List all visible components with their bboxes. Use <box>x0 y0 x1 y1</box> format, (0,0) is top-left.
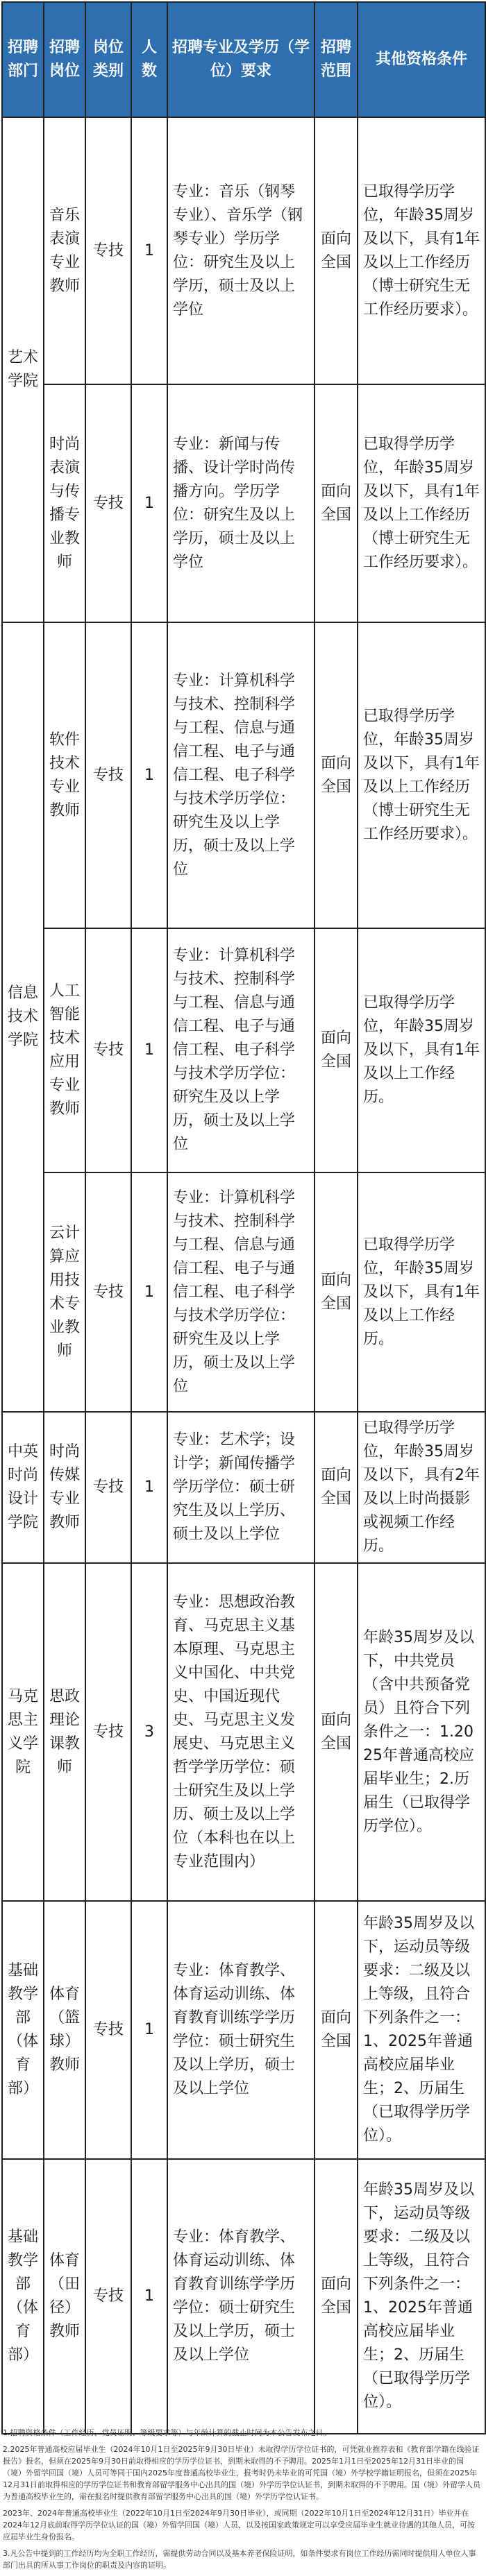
count-cell: 1 <box>131 384 167 622</box>
other-cell: 已取得学历学位，年龄35周岁及以下，具有1年及以上工作经历。 <box>358 1172 485 1412</box>
category-cell: 专技 <box>85 928 131 1172</box>
dept-cell: 基础教学部（体育部） <box>2 1901 44 2159</box>
other-cell: 已取得学历学位，年龄35周岁及以下，具有1年及以上工作经历（博士研究生无工作经历要求）。 <box>358 117 485 384</box>
dept-cell: 信息技术学院 <box>2 622 44 1412</box>
category-cell: 专技 <box>85 1172 131 1412</box>
table-row <box>2 384 485 622</box>
recruitment-table <box>1 1 486 2434</box>
header-category: 岗位类别 <box>85 2 131 117</box>
major-cell: 专业：思想政治教育、马克思主义基本原理、马克思主义中国化、中共党史、中国近现代史、马克思主义发展史、马克思主义哲学学历学位：硕士研究生及以上学历、硕士及以上学位（本科也在以上专业范围内） <box>167 1563 315 1901</box>
major-cell: 专业：计算机科学与技术、控制科学与工程、信息与通信工程、电子与通信工程、电子科学与技术学历学位：研究生及以上学历，硕士及以上学位 <box>167 1172 315 1412</box>
count-cell: 1 <box>131 928 167 1172</box>
footnote: 1.招聘资格条件（工作经历、党员证明、等级要求等）与年龄计算的截止时间为本公告发布之日。 <box>3 2428 331 2437</box>
position-cell: 体育（田径）教师 <box>44 2159 85 2434</box>
other-cell: 已取得学历学位，年龄35周岁及以下，具有1年及以上工作经历（博士研究生无工作经历要求）。 <box>358 384 485 622</box>
count-cell: 1 <box>131 1172 167 1412</box>
scope-cell: 面向全国 <box>315 117 358 384</box>
count-cell: 1 <box>131 1412 167 1563</box>
position-cell: 音乐表演专业教师 <box>44 117 85 384</box>
category-cell: 专技 <box>85 2159 131 2434</box>
dept-cell: 基础教学部（体育部） <box>2 2159 44 2434</box>
major-cell: 专业：体育教学、体育运动训练、体育教育训练学学历学位：硕士研究生及以上学历，硕士及以上学位 <box>167 2159 315 2434</box>
scope-cell: 面向全国 <box>315 622 358 928</box>
footnote: 2023年、2024年普通高校毕业生（2022年10月1日至2024年9月30日毕业），或同期（2022年10月1日至2024年12月31日）毕业并在2024年12月底前取得学历学位认证的国（境）外留学回国（境）人员，以及按国家政策规定可以享受应届毕业生就业待遇的其他人员，可按应届毕业生身份报名。 <box>3 2509 475 2541</box>
other-cell: 已取得学历学位，年龄35周岁及以下，具有1年及以上工作经历。 <box>358 928 485 1172</box>
position-cell: 时尚表演与传播专业教师 <box>44 384 85 622</box>
scope-cell: 面向全国 <box>315 2159 358 2434</box>
other-cell: 年龄35周岁及以下，运动员等级要求：二级及以上等级，且符合下列条件之一：1、2025年普通高校应届毕业生；2、历届生（已取得学历学位）。 <box>358 1901 485 2159</box>
count-cell: 1 <box>131 117 167 384</box>
table-row <box>2 2159 485 2434</box>
position-cell: 思政理论课教师 <box>44 1563 85 1901</box>
table-row <box>2 117 485 384</box>
scope-cell: 面向全国 <box>315 1172 358 1412</box>
other-cell: 已取得学历学位，年龄35周岁及以下，具有2年及以上时尚摄影或视频工作经历。 <box>358 1412 485 1563</box>
dept-cell: 马克思主义学院 <box>2 1563 44 1901</box>
table-row <box>2 928 485 1172</box>
table-row <box>2 1563 485 1901</box>
dept-cell: 艺术学院 <box>2 117 44 622</box>
scope-cell: 面向全国 <box>315 1412 358 1563</box>
header-scope: 招聘范围 <box>315 2 358 117</box>
header-major: 招聘专业及学历（学位）要求 <box>167 2 315 117</box>
header-other: 其他资格条件 <box>358 2 485 117</box>
scope-cell: 面向全国 <box>315 1901 358 2159</box>
footnote: 2.2025年普通高校应届毕业生（2024年10月1日至2025年9月30日毕业）未取得学历学位证书的，可凭就业推荐表和《教育部学籍在线验证报告》报名，但须在2025年9月30日前取得相应的学历学位证书，到期未取得的不予聘用。2025年1月1日至2025年12月31日毕业的国（境）外留学回国（境）人员可等同于国内2025年度普通高校毕业生，报考时仍未毕业的可凭国（境）外学校学籍证明报名，但须在2025年12月31日前取得相应的学历学位证书和教育部留学服务中心出具的国（境）外学历学位认证书，到期未取得的不予聘用。国（境）外留学人员为普通高校毕业生的，需在报名时提供教育部留学服务中心出具的国（境）外学历学位认证书。 <box>3 2445 480 2501</box>
count-cell: 1 <box>131 1901 167 2159</box>
footnote: 3.凡公告中提到的工作经历均为全职工作经历，需提供劳动合同以及基本养老保险证明，如条件要求有岗位工作经历需同时提供用人单位人事部门出具的所从事工作岗位的职责及内容的证明。 <box>3 2549 476 2570</box>
major-cell: 专业：艺术学；设计学；新闻传播学学历学位：硕士研究生及以上学历、硕士及以上学位 <box>167 1412 315 1563</box>
header-count: 人数 <box>131 2 167 117</box>
dept-cell: 中英时尚设计学院 <box>2 1412 44 1563</box>
table-row <box>2 1172 485 1412</box>
table-row <box>2 622 485 928</box>
other-cell: 年龄35周岁及以下，运动员等级要求：二级及以上等级，且符合下列条件之一：1、2025年普通高校应届毕业生；2、历届生（已取得学历学位）。 <box>358 2159 485 2434</box>
major-cell: 专业：计算机科学与技术、控制科学与工程、信息与通信工程、电子与通信工程、电子科学与技术学历学位：研究生及以上学历，硕士及以上学位 <box>167 622 315 928</box>
count-cell: 3 <box>131 1563 167 1901</box>
table-row <box>2 1412 485 1563</box>
category-cell: 专技 <box>85 1901 131 2159</box>
table-header-row <box>2 2 485 117</box>
position-cell: 体育（篮球）教师 <box>44 1901 85 2159</box>
count-cell: 1 <box>131 622 167 928</box>
scope-cell: 面向全国 <box>315 384 358 622</box>
position-cell: 时尚传媒专业教师 <box>44 1412 85 1563</box>
header-position: 招聘岗位 <box>44 2 85 117</box>
scope-cell: 面向全国 <box>315 928 358 1172</box>
other-cell: 已取得学历学位，年龄35周岁及以下，具有1年及以上工作经历（博士研究生无工作经历要求）。 <box>358 622 485 928</box>
category-cell: 专技 <box>85 384 131 622</box>
major-cell: 专业：计算机科学与技术、控制科学与工程、信息与通信工程、电子与通信工程、电子科学与技术学历学位：研究生及以上学历，硕士及以上学位 <box>167 928 315 1172</box>
scope-cell: 面向全国 <box>315 1563 358 1901</box>
category-cell: 专技 <box>85 1412 131 1563</box>
header-dept: 招聘部门 <box>2 2 44 117</box>
table-row <box>2 1901 485 2159</box>
footnotes <box>3 2427 482 2576</box>
other-cell: 年龄35周岁及以下，中共党员（含中共预备党员）且符合下列条件之一：1.2025年普通高校应届毕业生；2.历届生（已取得学历学位）。 <box>358 1563 485 1901</box>
major-cell: 专业：音乐（钢琴专业）、音乐学（钢琴专业）学历学位：研究生及以上学历，硕士及以上学位 <box>167 117 315 384</box>
major-cell: 专业：新闻与传播、设计学时尚传播方向。学历学位：研究生及以上学历，硕士及以上学位 <box>167 384 315 622</box>
category-cell: 专技 <box>85 622 131 928</box>
position-cell: 云计算应用技术专业教师 <box>44 1172 85 1412</box>
count-cell: 1 <box>131 2159 167 2434</box>
category-cell: 专技 <box>85 1563 131 1901</box>
position-cell: 软件技术专业教师 <box>44 622 85 928</box>
position-cell: 人工智能技术应用专业教师 <box>44 928 85 1172</box>
major-cell: 专业：体育教学、体育运动训练、体育教育训练学学历学位：硕士研究生及以上学历，硕士及以上学位 <box>167 1901 315 2159</box>
category-cell: 专技 <box>85 117 131 384</box>
